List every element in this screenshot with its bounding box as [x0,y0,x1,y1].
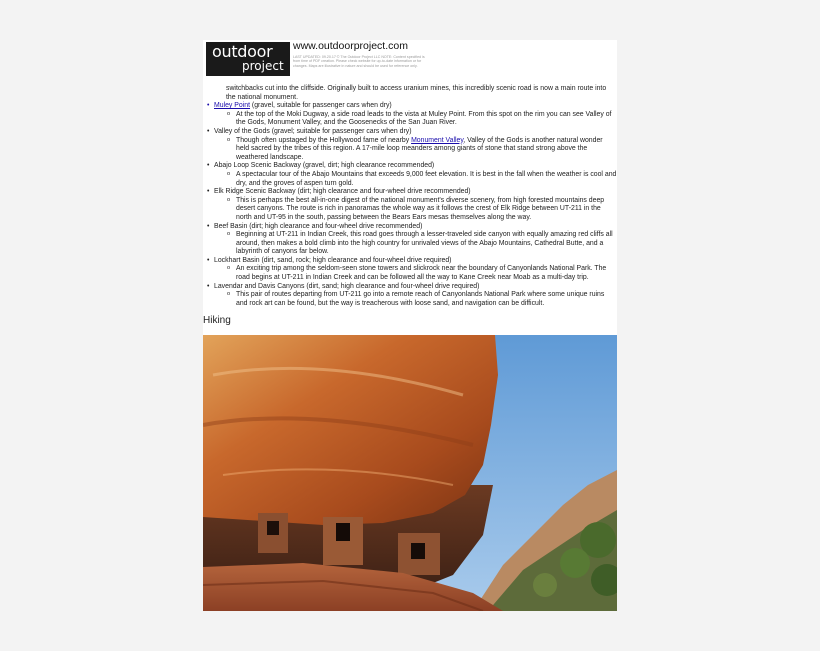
content-body [203,85,617,308]
cliff-dwelling-photo [203,335,617,611]
muley-point-link[interactable]: Muley Point [214,102,251,110]
section-heading-hiking: Hiking [203,315,231,326]
list-item-description: o This is perhaps the best all-in-one digest of the national monument's diverse scenery, from high forested mountains deep desert canyons. The route is rich in panoramas the whole way as it follows the crest of Elk Ridge between UT-211 in the north and UT-95 in the south, passing between the Bears Ears mesas themselves along the way. [236,197,617,223]
list-item-title: Abajo Loop Scenic Backway (gravel, dirt; high clearance recommended) [214,162,435,170]
list-item-description [236,137,617,163]
list-item-title: Beef Basin (dirt; high clearance and four-wheel drive recommended) [214,222,423,230]
list-item-description: o This pair of routes departing from UT-211 go into a remote reach of Canyonlands National Park where some unique ruins and rock art can be found, but the way is treacherous with loose sand, and navigation can be difficult. [236,291,617,308]
list-item-description: o An exciting trip among the seldom-seen stone towers and slickrock near the boundary of Canyonlands National Park. The road begins at UT-211 in Indian Creek and can be followed all the way to Kane Creek near Moab as a multi-day trip. [236,265,617,282]
continued-paragraph: switchbacks cut into the cliffside. Originally built to access uranium mines, this incredibly scenic road is now a main route into the national monument. [226,85,607,101]
list-item-title: (gravel, suitable for passenger cars when dry) [250,102,392,110]
monument-valley-link[interactable]: Monument Valley [411,136,464,144]
pdf-page [203,40,617,611]
list-item-lockhart-basin [214,257,617,283]
list-item-title: Lockhart Basin (dirt, sand, rock; high clearance and four-wheel drive required) [214,256,452,264]
list-item-title: Elk Ridge Scenic Backway (dirt; high clearance and four-wheel drive recommended) [214,188,471,196]
list-item-beef-basin [214,223,617,257]
site-url: www.outdoorproject.com [293,40,408,52]
list-item-title: Valley of the Gods (gravel; suitable for passenger cars when dry) [214,127,412,135]
outdoor-project-logo [206,42,290,76]
list-item-valley-of-the-gods [214,128,617,162]
logo-text-outdoor: outdoor [212,42,273,61]
logo-text-project: project [242,59,284,73]
list-item-elk-ridge [214,188,617,222]
list-item-lavendar-davis [214,283,617,309]
list-item-description: o At the top of the Moki Dugway, a side road leads to the vista at Muley Point. From this spot on the rim you can see Valley of the Gods, Monument Valley, and the Goosenecks of the San Juan River. [236,111,617,128]
description-text: , Valley of the Gods is another natural wonder held sacred by the tribes of this region. A 17-mile loop meanders among giants of stone that stand strong above the weathered landscape. [236,136,603,161]
list-item-description: o Beginning at UT-211 in Indian Creek, this road goes through a lesser-traveled side canyon with equally amazing red cliffs all around, then makes a bold climb into the high country for unrivaled views of the Abajo Mountains, Cathedral Butte, and a labyrinth of canyons far below. [236,231,617,257]
description-text: Though often upstaged by the Hollywood fame of nearby [236,136,412,144]
disclaimer-text: LAST UPDATED: 09.20.17 © The Outdoor Project LLC NOTE: Content specified is from time of PDF creation. Please check website for up-to-date information or for changes. Maps are illustrative in nature and should be used for reference only. [293,55,425,68]
backway-list [203,102,617,308]
list-item-description: o A spectacular tour of the Abajo Mountains that exceeds 9,000 feet elevation. It is best in the fall when the weather is cool and dry, and the groves of aspen turn gold. [236,171,617,188]
list-item-title: Lavendar and Davis Canyons (dirt, sand; high clearance and four-wheel drive required) [214,282,480,290]
list-item-abajo-loop [214,162,617,188]
list-item-muley-point [214,102,617,128]
